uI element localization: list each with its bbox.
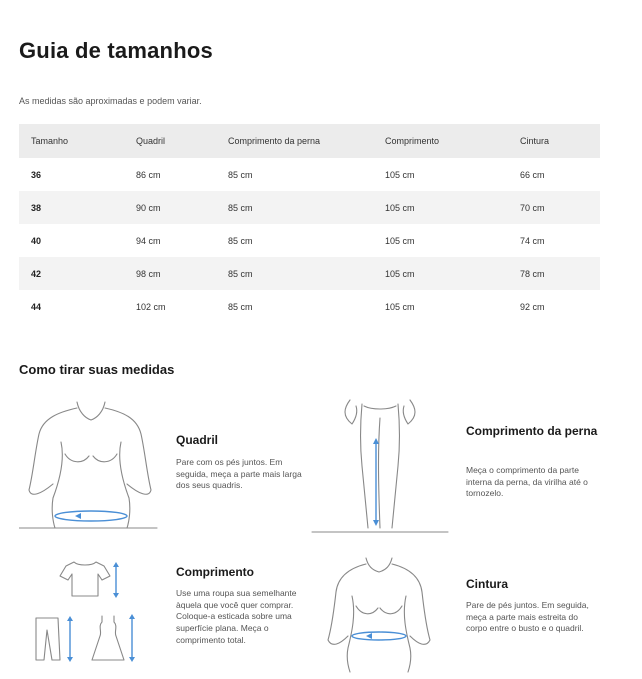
- leg-length-illustration-icon: [310, 396, 450, 539]
- hip-title: Quadril: [176, 433, 219, 447]
- disclaimer-note: As medidas são aproximadas e podem variar.: [19, 96, 202, 106]
- cell-leg-length: 85 cm: [228, 169, 253, 180]
- waist-title: Cintura: [466, 577, 508, 591]
- cell-waist: 92 cm: [520, 301, 545, 312]
- cell-length: 105 cm: [385, 191, 520, 224]
- cell-waist: 66 cm: [520, 169, 545, 180]
- cell-leg-length: 85 cm: [228, 257, 385, 290]
- header-size: Tamanho: [19, 124, 136, 158]
- howto-section-title: Como tirar suas medidas: [19, 362, 175, 377]
- cell-length: 105 cm: [385, 301, 415, 312]
- cell-size: 40: [31, 235, 42, 246]
- garment-length-illustration-icon: [28, 556, 148, 671]
- leg-length-description: Meça o comprimento da parte interna da perna, da virilha até o tornozelo.: [466, 465, 588, 499]
- leg-length-title: Comprimento da perna: [466, 424, 598, 438]
- cell-size: 42: [19, 257, 136, 290]
- cell-size: 36: [31, 169, 42, 180]
- header-hip: Quadril: [136, 124, 228, 158]
- waist-measure-illustration-icon: [324, 556, 434, 679]
- cell-waist: 78 cm: [520, 257, 600, 290]
- cell-hip: 94 cm: [136, 235, 161, 246]
- cell-size: 38: [19, 191, 136, 224]
- table-row: [19, 224, 600, 257]
- size-table: [19, 124, 600, 323]
- length-title: Comprimento: [176, 565, 254, 579]
- table-row: [19, 290, 600, 323]
- cell-hip: 86 cm: [136, 169, 161, 180]
- cell-size: 44: [31, 301, 42, 312]
- length-description: Use uma roupa sua semelhante àquela que você quer comprar. Coloque-a esticada sobre uma superfície plana. Meça o comprimento total.: [176, 588, 297, 645]
- cell-hip: 98 cm: [136, 257, 228, 290]
- cell-leg-length: 85 cm: [228, 191, 385, 224]
- cell-leg-length: 85 cm: [228, 235, 253, 246]
- table-row: [19, 158, 600, 191]
- cell-length: 105 cm: [385, 169, 415, 180]
- header-length: Comprimento: [385, 124, 520, 158]
- hip-measure-illustration-icon: [19, 398, 159, 535]
- cell-hip: 90 cm: [136, 191, 228, 224]
- cell-waist: 74 cm: [520, 235, 545, 246]
- cell-length: 105 cm: [385, 235, 415, 246]
- hip-description: Pare com os pés juntos. Em seguida, meça a parte mais larga dos seus quadris.: [176, 457, 302, 491]
- header-leg-length: Comprimento da perna: [228, 124, 385, 158]
- table-row: [19, 257, 600, 290]
- waist-description: Pare de pés juntos. Em seguida, meça a parte mais estreita do corpo entre o busto e o quadril.: [466, 600, 589, 634]
- header-waist: Cintura: [520, 124, 600, 158]
- table-header-row: [19, 124, 600, 158]
- page-title: Guia de tamanhos: [19, 38, 213, 63]
- table-row: [19, 191, 600, 224]
- cell-hip: 102 cm: [136, 301, 166, 312]
- cell-leg-length: 85 cm: [228, 301, 253, 312]
- cell-waist: 70 cm: [520, 191, 600, 224]
- cell-length: 105 cm: [385, 257, 520, 290]
